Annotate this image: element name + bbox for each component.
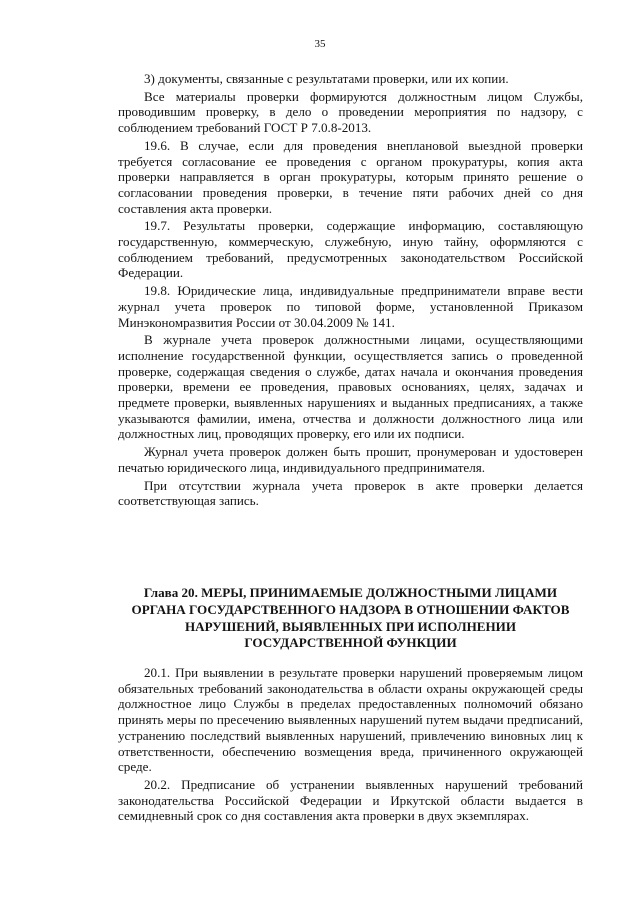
paragraph-journal-bound: Журнал учета проверок должен быть прошит, пронумерован и удостоверен печатью юридического лица, индивидуального предпринимателя. (118, 444, 583, 475)
chapter-heading: Глава 20. МЕРЫ, ПРИНИМАЕМЫЕ ДОЛЖНОСТНЫМИ ЛИЦАМИ ОРГАНА ГОСУДАРСТВЕННОГО НАДЗОРА В ОТНОШЕНИИ ФАКТОВ НАРУШЕНИЙ, ВЫЯВЛЕННЫХ ПРИ ИСПОЛНЕНИИ ГОСУДАРСТВЕННОЙ ФУНКЦИИ (131, 585, 570, 651)
paragraph-19-6: 19.6. В случае, если для проведения внеплановой выездной проверки требуется согласование ее проведения с органом прокуратуры, копия акта проверки направляется в орган прокуратуры, которым принято решение о согласовании проведения проверки, в течение пяти рабочих дней со дня составления акта проверки. (118, 137, 583, 216)
body-text-bottom (118, 665, 583, 826)
page-number: 35 (314, 38, 326, 50)
paragraph-no-journal: При отсутствии журнала учета проверок в акте проверки делается соответствующая запись. (118, 477, 583, 509)
paragraph-20-1: 20.1. При выявлении в результате проверки нарушений проверяемым лицом обязательных требований законодательства в области охраны окружающей среды должностное лицо Службы в пределах предоставленных полномочий обязано принять меры по пресечению выявленных нарушений путем выдачи предписаний, устранению последствий выявленных нарушений, привлечению виновных лиц к ответственности, обеспечению возмещения вреда, причиненного окружающей среде. (118, 665, 583, 775)
body-text-top (118, 71, 583, 511)
paragraph-19-7: 19.7. Результаты проверки, содержащие информацию, составляющую государственную, коммерческую, служебную, иную тайну, оформляются с соблюдением требований, предусмотренных законодательством Российской Федерации. (118, 218, 583, 281)
paragraph-materials: Все материалы проверки формируются должностным лицом Службы, проводившим проверку, в дело о проведении мероприятия по надзору, с соблюдением требований ГОСТ Р 7.0.8-2013. (118, 88, 583, 136)
paragraph-journal-entry: В журнале учета проверок должностными лицами, осуществляющими исполнение государственной функции, осуществляется запись о проведенной проверке, содержащая сведения о службе, датах начала и окончания проведения проверки, времени ее проведения, правовых основаниях, целях, задачах и предмете проверки, выявленных нарушениях и выданных предписаниях, а также указываются фамилии, имена, отчества и должности должностного лица или должностных лиц, проводящих проверку, его или их подписи. (118, 332, 583, 442)
paragraph-19-8: 19.8. Юридические лица, индивидуальные предприниматели вправе вести журнал учета проверок по типовой форме, установленной Приказом Минэкономразвития России от 30.04.2009 № 141. (118, 283, 583, 330)
paragraph-documents-copies: 3) документы, связанные с результатами проверки, или их копии. (144, 71, 509, 86)
paragraph-20-2: 20.2. Предписание об устранении выявленных нарушений требований законодательства Российской Федерации и Иркутской области выдается в семидневный срок со дня составления акта проверки в двух экземплярах. (118, 776, 583, 824)
